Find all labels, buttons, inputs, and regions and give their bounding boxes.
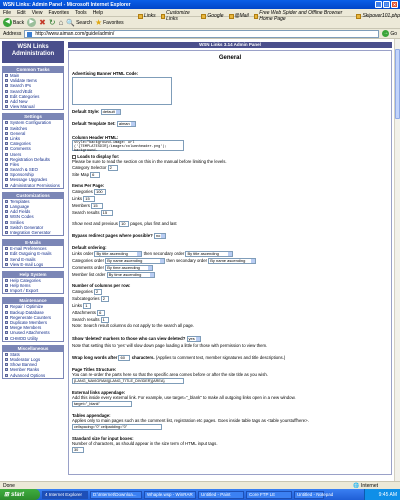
category-selector-input[interactable]: 2 bbox=[108, 165, 118, 171]
categories-secondary-label: then secondary order bbox=[166, 258, 208, 264]
sidebar-item-label: Administrator Permissions bbox=[10, 182, 60, 188]
bullet-icon bbox=[5, 221, 8, 224]
sidebar-item-label: Templates bbox=[10, 198, 30, 204]
cols-links-input[interactable]: 1 bbox=[83, 303, 91, 309]
bullet-icon bbox=[5, 142, 8, 145]
page-icon bbox=[27, 32, 32, 37]
main-content bbox=[68, 39, 394, 481]
bullet-icon bbox=[5, 178, 8, 181]
sidebar-item-label: System Configuration bbox=[10, 120, 52, 126]
sidebar-item-label: Edit Categories bbox=[10, 93, 40, 99]
refresh-button[interactable] bbox=[49, 18, 56, 27]
sidebar-item-label: Categories bbox=[10, 141, 31, 147]
address-input[interactable]: http://www.aiman.com/guide/admin/ bbox=[24, 30, 379, 38]
window-title: WSN Links: Admin Panel - Microsoft Internet Explorer bbox=[3, 1, 131, 8]
settings-panel bbox=[68, 50, 392, 475]
task-coreftp[interactable]: Core FTP LE bbox=[246, 491, 292, 499]
show-next-label: Show next and previous bbox=[72, 221, 118, 227]
window-titlebar bbox=[0, 0, 400, 9]
sidebar-item-label: Validate Items bbox=[10, 78, 37, 84]
back-arrow-icon: ◀ bbox=[3, 18, 12, 27]
categories-secondary-select[interactable]: By name ascending bbox=[208, 258, 256, 264]
browser-toolbar bbox=[0, 17, 400, 29]
sidebar-item-label: View E-mail Logs bbox=[10, 261, 44, 267]
sidebar-item-label: Member Ranks bbox=[10, 367, 40, 373]
bullet-icon bbox=[5, 263, 8, 266]
cols-attachments-input[interactable]: 6 bbox=[97, 310, 105, 316]
bullet-icon bbox=[5, 158, 8, 161]
sidebar-brand: WSN Links Administration bbox=[2, 41, 64, 63]
sidebar-item-label: Merge Members bbox=[10, 325, 42, 331]
cols-subcategories-input[interactable]: 2 bbox=[101, 296, 109, 302]
advertising-textarea[interactable] bbox=[72, 77, 172, 105]
sidebar-item-label: Integration Generator bbox=[10, 229, 51, 235]
task-explorer-folder[interactable]: D:\Internet\Downloa... bbox=[90, 491, 142, 499]
columns-note: Note: Search result columns do not apply to the search all page. bbox=[72, 323, 195, 328]
links-order-select[interactable]: By title ascending bbox=[94, 251, 142, 257]
search-button[interactable]: 🔍 Search bbox=[66, 19, 92, 27]
forward-arrow-icon: ▶ bbox=[27, 18, 36, 27]
sidebar-item-label: Files bbox=[10, 161, 20, 167]
tables-label: Tables appendage: bbox=[72, 413, 111, 418]
sidebar-item[interactable] bbox=[3, 183, 63, 188]
loads-note: Please be sure to read the section on this in the manual before limiting the levels. bbox=[72, 159, 227, 164]
link-spider[interactable]: Free Web Spider and Offline Browser Home Page bbox=[254, 10, 352, 22]
tables-note: Applies only to main pages such as the comment list, registration etc pages. Goes inside table tags as <table yourstuffhere>. bbox=[72, 418, 309, 423]
standard-size-label: Standard size for input boxes: bbox=[72, 436, 134, 441]
link-skipover[interactable]: Skipover101.php bbox=[356, 10, 400, 22]
cols-search-label: Search results bbox=[72, 317, 100, 323]
sidebar-item[interactable] bbox=[3, 104, 63, 109]
bullet-icon bbox=[5, 284, 8, 287]
menu-help[interactable]: Help bbox=[92, 9, 103, 16]
page-titles-label: Page Titles Structure: bbox=[72, 367, 117, 372]
bullet-icon bbox=[5, 153, 8, 156]
search-icon: 🔍 bbox=[66, 19, 76, 27]
sidebar-section-title: E-Mails bbox=[3, 240, 63, 246]
default-style-select[interactable]: default bbox=[101, 109, 121, 115]
windows-taskbar bbox=[0, 489, 400, 500]
sidebar-item-label: Duplicate Members bbox=[10, 320, 48, 326]
status-bar bbox=[0, 481, 400, 489]
sidebar-item-label: Moderator Logs bbox=[10, 356, 41, 362]
sidebar-item-label: Sponsorship bbox=[10, 172, 34, 178]
bullet-icon bbox=[5, 231, 8, 234]
ipp-categories-input[interactable]: 100 bbox=[94, 189, 106, 195]
sidebar-item-label: Edit Outgoing E-mails bbox=[10, 251, 52, 257]
external-links-input[interactable]: target="_blank" bbox=[72, 401, 132, 407]
bullet-icon bbox=[5, 147, 8, 150]
categories-order-select[interactable]: By name ascending bbox=[105, 258, 165, 264]
maximize-button[interactable]: □ bbox=[383, 1, 390, 8]
sidebar-item-label: Help Items bbox=[10, 283, 31, 289]
show-next-suffix: pages, plus first and last bbox=[130, 221, 177, 227]
sidebar-item-label: Import / Export bbox=[10, 288, 39, 294]
bullet-icon bbox=[5, 374, 8, 377]
bullet-icon bbox=[5, 200, 8, 203]
show-next-input[interactable]: 10 bbox=[119, 221, 129, 227]
sidebar-item-label: Registration Defaults bbox=[10, 156, 50, 162]
menu-view[interactable]: View bbox=[31, 9, 43, 16]
sidebar-item-label: Main bbox=[10, 73, 20, 79]
close-button[interactable]: ✕ bbox=[392, 2, 397, 7]
content-header-bar: WSN Links 3.14 Admin Panel bbox=[68, 42, 392, 48]
sidebar-item-label: Send E-mails bbox=[10, 256, 36, 262]
bullet-icon bbox=[5, 163, 8, 166]
bullet-icon bbox=[5, 337, 8, 340]
stop-icon: ✖ bbox=[39, 18, 46, 27]
standard-size-input[interactable]: 30 bbox=[72, 447, 84, 453]
links-label[interactable]: Links bbox=[138, 10, 156, 22]
default-ordering-label: Default ordering: bbox=[72, 245, 107, 250]
ipp-members-label: Members bbox=[72, 203, 90, 209]
favorites-button[interactable]: ★ Favorites bbox=[94, 18, 124, 27]
go-button[interactable]: → Go bbox=[383, 30, 397, 37]
bullet-icon bbox=[5, 90, 8, 93]
sidebar-item-label: General bbox=[10, 130, 26, 136]
wrap-label: Wrap long words after bbox=[72, 355, 118, 361]
sidebar-item-label: Message Upgrades bbox=[10, 177, 48, 183]
bullet-icon bbox=[5, 127, 8, 130]
categories-order-label: Categories order bbox=[72, 258, 105, 264]
sidebar-item-label: Advanced Options bbox=[10, 372, 46, 378]
deleted-markers-label: Show 'deleted' markers to those who can view deleted? bbox=[72, 336, 186, 342]
sidebar-item-label: Add Fields bbox=[10, 209, 31, 215]
bullet-icon bbox=[5, 305, 8, 308]
address-bar bbox=[0, 29, 400, 39]
sidebar-item-label: Smilies bbox=[10, 219, 24, 225]
bullet-icon bbox=[5, 368, 8, 371]
links-secondary-label: then secondary order bbox=[143, 251, 185, 257]
cols-categories-input[interactable]: 2 bbox=[94, 289, 102, 295]
links-secondary-select[interactable]: By title ascending bbox=[185, 251, 233, 257]
sidebar-item-label: Repair / Optimize bbox=[10, 304, 44, 310]
start-button[interactable]: ⊞ start bbox=[0, 489, 40, 500]
task-paint[interactable]: Untitled - Paint bbox=[198, 491, 244, 499]
member-list-order-label: Member list order bbox=[72, 272, 106, 278]
sidebar-item-label: Comments bbox=[10, 146, 31, 152]
bullet-icon bbox=[5, 331, 8, 334]
sidebar-item-label: Show Banned bbox=[10, 362, 37, 368]
cols-links-label: Links bbox=[72, 303, 83, 309]
task-notepad[interactable]: Untitled - Notepad bbox=[294, 491, 324, 499]
bullet-icon bbox=[5, 358, 8, 361]
sidebar-item-label: E-mail Preferences bbox=[10, 246, 47, 252]
bullet-icon bbox=[5, 289, 8, 292]
bullet-icon bbox=[5, 215, 8, 218]
forward-button[interactable] bbox=[27, 18, 36, 27]
admin-sidebar bbox=[0, 39, 66, 481]
sidebar-section bbox=[2, 297, 64, 341]
sidebar-item-label: CHMOD Utility bbox=[10, 335, 38, 341]
bullet-icon bbox=[5, 121, 8, 124]
bullet-icon bbox=[5, 84, 8, 87]
bullet-icon bbox=[5, 95, 8, 98]
sidebar-section bbox=[2, 192, 64, 236]
sidebar-item-label: Stats bbox=[10, 351, 20, 357]
sidebar-item-label: Switch Generator bbox=[10, 224, 44, 230]
sidebar-item[interactable] bbox=[3, 230, 63, 235]
page-title: General bbox=[218, 55, 242, 61]
sidebar-section-title: Settings bbox=[3, 114, 63, 120]
bullet-icon bbox=[5, 311, 8, 314]
bullet-icon bbox=[5, 279, 8, 282]
globe-icon: 🌐 bbox=[353, 483, 360, 489]
bullet-icon bbox=[5, 326, 8, 329]
sidebar-item-label: Add New bbox=[10, 99, 28, 105]
sidebar-section bbox=[2, 239, 64, 268]
ipp-members-input[interactable]: 15 bbox=[91, 203, 103, 209]
sidebar-item-label: WSN Codes bbox=[10, 214, 34, 220]
home-icon: ⌂ bbox=[58, 18, 64, 27]
wrap-input[interactable]: 60 bbox=[118, 355, 130, 361]
deleted-markers-note: Note that setting this to 'yes' will slow down page loading a little for those with permission to view them. bbox=[72, 343, 268, 348]
tables-input[interactable]: cellspacing="0" cellpadding="0" bbox=[72, 424, 162, 430]
default-style-label: Default Style: bbox=[72, 109, 100, 115]
sidebar-item-label: Backup Database bbox=[10, 309, 44, 315]
bullet-icon bbox=[5, 247, 8, 250]
columns-label: Number of columns per row: bbox=[72, 283, 131, 288]
page-viewport bbox=[0, 39, 394, 481]
status-text: Done bbox=[3, 482, 15, 489]
link-customize[interactable]: Customize Links bbox=[161, 10, 197, 22]
security-zone: 🌐 Internet bbox=[353, 483, 378, 489]
sidebar-item[interactable] bbox=[3, 372, 63, 377]
page-titles-input[interactable]: {LANG_NAVIGRAM}{LANG_TITLE_DIVIDER}{AREA} bbox=[72, 378, 184, 384]
link-mail[interactable]: @Mail bbox=[229, 10, 249, 22]
advertising-label: Advertising Banner HTML Code: bbox=[72, 71, 139, 76]
default-template-select[interactable]: aiman bbox=[117, 121, 136, 127]
external-links-label: External links appendage: bbox=[72, 390, 126, 395]
sidebar-item-label: Unused Attachments bbox=[10, 330, 50, 336]
bullet-icon bbox=[5, 168, 8, 171]
bullet-icon bbox=[5, 100, 8, 103]
sidebar-section-title: Miscellaneous bbox=[3, 346, 63, 352]
task-winrar[interactable]: Whaple.wsp - WinRAR bbox=[144, 491, 196, 499]
sidebar-section bbox=[2, 345, 64, 379]
clock: 9:45 AM bbox=[378, 491, 397, 498]
bullet-icon bbox=[5, 210, 8, 213]
sidebar-section-title: Help System bbox=[3, 272, 63, 278]
sidebar-section-title: Customizations bbox=[3, 193, 63, 199]
stop-button[interactable] bbox=[39, 18, 46, 27]
back-button[interactable]: ◀ Back bbox=[3, 18, 24, 27]
cols-subcategories-label: Subcategories bbox=[72, 296, 100, 302]
sidebar-item-label: Search IPs bbox=[10, 83, 32, 89]
vertical-scrollbar[interactable] bbox=[394, 39, 400, 481]
menu-favorites[interactable]: Favorites bbox=[48, 9, 69, 16]
bypass-select[interactable]: no bbox=[154, 233, 166, 239]
sidebar-section-title: Common Tasks bbox=[3, 67, 63, 73]
items-per-page-label: Items Per Page: bbox=[72, 183, 105, 188]
system-tray bbox=[364, 489, 400, 500]
sidebar-section-title: Maintenance bbox=[3, 298, 63, 304]
bullet-icon bbox=[5, 137, 8, 140]
link-google[interactable]: Google bbox=[201, 10, 223, 22]
bullet-icon bbox=[5, 79, 8, 82]
member-list-order-select[interactable]: By time ascending bbox=[107, 272, 155, 278]
bullet-icon bbox=[5, 252, 8, 255]
sidebar-item-label: Help Categories bbox=[10, 277, 41, 283]
wrap-suffix: characters. bbox=[131, 355, 155, 361]
site-map-input[interactable]: 6 bbox=[90, 172, 100, 178]
bullet-icon bbox=[5, 105, 8, 108]
links-order-label: Links order bbox=[72, 251, 94, 257]
bullet-icon bbox=[5, 132, 8, 135]
ipp-categories-label: Categories bbox=[72, 189, 93, 195]
sidebar-item-label: Search & SEO bbox=[10, 167, 38, 173]
sidebar-item-label: Switches bbox=[10, 125, 28, 131]
bullet-icon bbox=[5, 226, 8, 229]
external-links-note: Add this inside every external link. For example, use target="_blank" to make all outgoing links open in a new window. bbox=[72, 395, 296, 400]
go-arrow-icon: → bbox=[383, 30, 389, 36]
comments-order-select[interactable]: By time ascending bbox=[105, 265, 153, 271]
sidebar-item-label: Search/Edit bbox=[10, 88, 33, 94]
site-map-label: Site Map bbox=[72, 172, 89, 178]
cols-attachments-label: Attachments bbox=[72, 310, 96, 316]
address-label: Address bbox=[3, 30, 22, 37]
sidebar-item[interactable] bbox=[3, 288, 63, 293]
menu-file[interactable]: File bbox=[3, 9, 12, 16]
standard-size-note: Number of characters, as should appear in the size term of HTML input tags. bbox=[72, 441, 218, 446]
sidebar-section bbox=[2, 113, 64, 188]
sidebar-item-label: Language bbox=[10, 204, 30, 210]
sidebar-item-label: Regenerate Counters bbox=[10, 314, 52, 320]
bullet-icon bbox=[5, 258, 8, 261]
minimize-button[interactable]: _ bbox=[375, 1, 382, 8]
home-button[interactable] bbox=[59, 18, 64, 27]
category-selector-label: Category Selector bbox=[72, 165, 107, 171]
column-header-textarea[interactable]: style="background-image: url ('{TEMPLATESDIR}/images/columnheader.png'); background- bbox=[72, 140, 184, 151]
bullet-icon bbox=[5, 173, 8, 176]
bullet-icon bbox=[5, 321, 8, 324]
ipp-links-label: Links bbox=[72, 196, 83, 202]
deleted-markers-select[interactable]: yes bbox=[187, 336, 201, 342]
loads-label: Loads to display for: bbox=[77, 154, 120, 159]
star-icon: ★ bbox=[94, 18, 103, 27]
scroll-thumb[interactable] bbox=[395, 49, 400, 119]
menu-edit[interactable]: Edit bbox=[17, 9, 26, 16]
wrap-note: (Applies to comment text, member signatures and title descriptions.) bbox=[155, 355, 286, 361]
sidebar-item-label: Links bbox=[10, 135, 21, 141]
page-titles-note: You can re-order the parts here so that the specific area comes before or after the site title as you wish. bbox=[72, 372, 268, 377]
bullet-icon bbox=[5, 205, 8, 208]
sidebar-item-label: View Manual bbox=[10, 104, 35, 110]
bullet-icon bbox=[5, 184, 8, 187]
sidebar-item[interactable] bbox=[3, 262, 63, 267]
bullet-icon bbox=[5, 363, 8, 366]
cols-categories-label: Categories bbox=[72, 289, 93, 295]
refresh-icon: ↻ bbox=[48, 18, 56, 27]
comments-order-label: Comments order bbox=[72, 265, 104, 271]
sidebar-item[interactable] bbox=[3, 336, 63, 341]
menu-tools[interactable]: Tools bbox=[75, 9, 87, 16]
ipp-search-input[interactable]: 15 bbox=[101, 210, 113, 216]
ipp-search-label: Search results bbox=[72, 210, 100, 216]
bullet-icon bbox=[5, 353, 8, 356]
default-template-label: Default Template Set: bbox=[72, 121, 116, 127]
sidebar-section bbox=[2, 66, 64, 110]
bypass-label: Bypass redirect pages where possible? bbox=[72, 233, 153, 239]
cols-search-input[interactable]: 1 bbox=[101, 317, 109, 323]
sidebar-item-label: Users bbox=[10, 151, 22, 157]
ipp-links-input[interactable]: 15 bbox=[83, 196, 95, 202]
task-internet-explorer[interactable]: 4 Internet Explorer bbox=[42, 491, 88, 499]
windows-logo-icon: ⊞ bbox=[4, 492, 10, 498]
sidebar-section bbox=[2, 271, 64, 295]
bullet-icon bbox=[5, 74, 8, 77]
column-header-label: Column Header HTML: bbox=[72, 135, 119, 140]
bullet-icon bbox=[5, 316, 8, 319]
